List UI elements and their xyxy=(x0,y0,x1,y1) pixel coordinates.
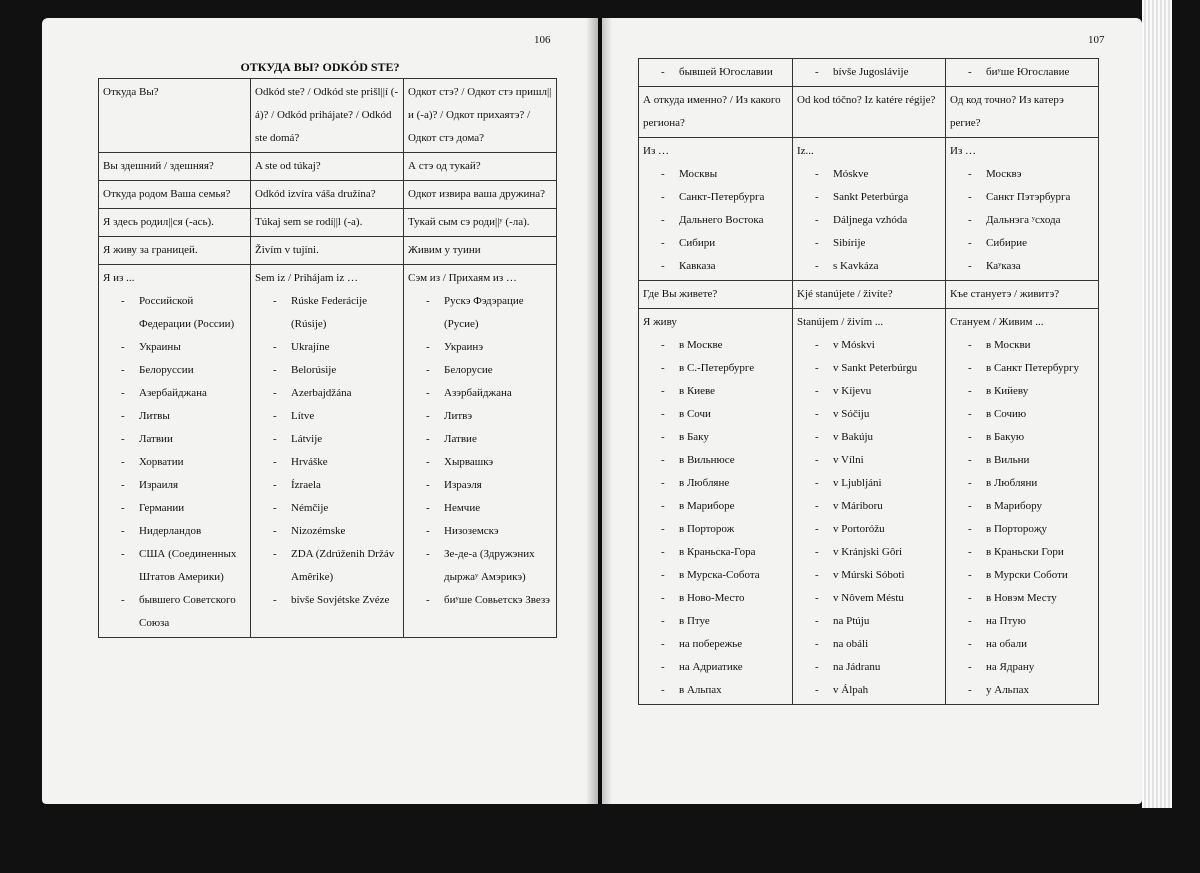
cell-header: Из … xyxy=(950,145,977,157)
cell-header: Iz... xyxy=(797,145,814,157)
list-item: - v Álpah xyxy=(797,679,941,702)
table-cell: Одкот извира ваша дружина? xyxy=(404,181,557,209)
table-cell: А откуда именно? / Из какого региона? xyxy=(639,87,793,138)
table-row xyxy=(99,153,557,181)
list-item: - на Ядрану xyxy=(950,656,1094,679)
list-item: - v Sóčiju xyxy=(797,403,941,426)
list-item: - Дальнего Востока xyxy=(643,209,788,232)
cell-header: Stanújem / živím ... xyxy=(797,316,884,328)
cell-header: Sem iz / Prihájam iz … xyxy=(255,272,358,284)
list-item: - в Птуе xyxy=(643,610,788,633)
table-row xyxy=(639,59,1099,87)
table-cell: Къе стануетэ / живитэ? xyxy=(946,281,1099,309)
list-item: - Израэля xyxy=(408,474,552,497)
left-page xyxy=(42,18,598,804)
list-item: - США (Соединенных Штатов Америки) xyxy=(103,543,246,589)
list-item: - Dáljnega vzhóda xyxy=(797,209,941,232)
list-item: - Рускэ Фэдэрацие (Русие) xyxy=(408,290,552,336)
table-cell xyxy=(946,138,1099,281)
table-row xyxy=(99,79,557,153)
list-item: - в Мариборе xyxy=(643,495,788,518)
list-item: - в Кийеву xyxy=(950,380,1094,403)
table-cell: А стэ од тукай? xyxy=(404,153,557,181)
list-item: - Германии xyxy=(103,497,246,520)
list-item: - в Киеве xyxy=(643,380,788,403)
phrase-table xyxy=(98,78,557,638)
list-item: - s Kavkáza xyxy=(797,255,941,278)
table-cell: Откуда родом Ваша семья? xyxy=(99,181,251,209)
list-item: - Azerbajdžána xyxy=(255,382,399,405)
table-cell: Túkaj sem se rodí||l (-a). xyxy=(251,209,404,237)
phrase-list xyxy=(950,163,1094,278)
list-item: - Российской Федерации (России) xyxy=(103,290,246,336)
table-cell xyxy=(639,138,793,281)
list-item: - Санкт Пэтэрбурга xyxy=(950,186,1094,209)
list-item: - в Москве xyxy=(643,334,788,357)
table-cell: Я живу за границей. xyxy=(99,237,251,265)
list-item: - ZDA (Zdrúženih Držáv Amêrike) xyxy=(255,543,399,589)
phrase-list xyxy=(103,290,246,635)
table-cell xyxy=(793,59,946,87)
phrase-list xyxy=(950,61,1094,84)
table-cell: Вы здешний / здешняя? xyxy=(99,153,251,181)
table-cell: Odkód izvíra váša družína? xyxy=(251,181,404,209)
list-item: - Móskve xyxy=(797,163,941,186)
page-number: 106 xyxy=(534,34,551,46)
phrase-list xyxy=(255,290,399,612)
list-item: - Белоруссии xyxy=(103,359,246,382)
table-cell: Где Вы живете? xyxy=(639,281,793,309)
list-item: - Кавказа xyxy=(643,255,788,278)
table-row xyxy=(99,265,557,638)
phrase-list xyxy=(797,61,941,84)
list-item: - Литвы xyxy=(103,405,246,428)
list-item: - в Любляне xyxy=(643,472,788,495)
cell-header: Я живу xyxy=(643,316,677,328)
list-item: - v Múrski Sóboti xyxy=(797,564,941,587)
list-item: - Látvije xyxy=(255,428,399,451)
list-item: - в Мурски Соботи xyxy=(950,564,1094,587)
table-cell xyxy=(251,265,404,638)
list-item: - на Птую xyxy=(950,610,1094,633)
list-item: - Белорусие xyxy=(408,359,552,382)
list-item: - в Баку xyxy=(643,426,788,449)
table-cell xyxy=(946,309,1099,705)
table-cell xyxy=(99,265,251,638)
table-cell: A ste od túkaj? xyxy=(251,153,404,181)
table-cell: Kjé stanújete / živíte? xyxy=(793,281,946,309)
list-item: - в Порторож xyxy=(643,518,788,541)
list-item: - Сибири xyxy=(643,232,788,255)
table-row xyxy=(639,309,1099,705)
list-item: - Нидерландов xyxy=(103,520,246,543)
list-item: - Азербайджана xyxy=(103,382,246,405)
list-item: - Немчие xyxy=(408,497,552,520)
list-item: - bívše Jugoslávije xyxy=(797,61,941,84)
list-item: - Санкт-Петербурга xyxy=(643,186,788,209)
table-cell: Odkód ste? / Odkód ste prišl||í (-á)? / Odkód prihájate? / Odkód ste domá? xyxy=(251,79,404,153)
list-item: - Израиля xyxy=(103,474,246,497)
table-cell: Од код точно? Из катерэ регие? xyxy=(946,87,1099,138)
phrase-list xyxy=(643,163,788,278)
list-item: - Дальнэга ʸсхода xyxy=(950,209,1094,232)
list-item: - в Санкт Петербургу xyxy=(950,357,1094,380)
list-item: - Lítve xyxy=(255,405,399,428)
cell-header: Сэм из / Прихаям из … xyxy=(408,272,517,284)
page-number: 107 xyxy=(1088,34,1105,46)
phrase-list xyxy=(408,290,552,612)
list-item: - Низоземскэ xyxy=(408,520,552,543)
list-item: - бывшего Советского Союза xyxy=(103,589,246,635)
list-item: - биʸше Совьетскэ Звезэ xyxy=(408,589,552,612)
list-item: - v Kránjski Gôri xyxy=(797,541,941,564)
list-item: - Ízraela xyxy=(255,474,399,497)
list-item: - v Móskvi xyxy=(797,334,941,357)
list-item: - na obáli xyxy=(797,633,941,656)
list-item: - Belorúsije xyxy=(255,359,399,382)
list-item: - v Kíjevu xyxy=(797,380,941,403)
list-item: - Латвие xyxy=(408,428,552,451)
phrase-list xyxy=(950,334,1094,702)
list-item: - Sibírije xyxy=(797,232,941,255)
cell-header: Из … xyxy=(643,145,670,157)
list-item: - биʸше Югославие xyxy=(950,61,1094,84)
table-cell: Откуда Вы? xyxy=(99,79,251,153)
list-item: - на обали xyxy=(950,633,1094,656)
page-edges xyxy=(1142,0,1172,808)
list-item: - Украинэ xyxy=(408,336,552,359)
table-cell xyxy=(946,59,1099,87)
table-cell: Одкот стэ? / Одкот стэ пришл||и (-а)? / Одкот прихаятэ? / Одкот стэ дома? xyxy=(404,79,557,153)
right-page xyxy=(602,18,1142,804)
phrase-table xyxy=(638,58,1099,705)
list-item: - Némčije xyxy=(255,497,399,520)
list-item: - бывшей Югославии xyxy=(643,61,788,84)
list-item: - v Sankt Peterbúrgu xyxy=(797,357,941,380)
table-row xyxy=(99,209,557,237)
list-item: - Азэрбайджана xyxy=(408,382,552,405)
table-cell xyxy=(404,265,557,638)
list-item: - Хорватии xyxy=(103,451,246,474)
list-item: - Nizozémske xyxy=(255,520,399,543)
table-row xyxy=(99,237,557,265)
list-item: - na Jádranu xyxy=(797,656,941,679)
table-cell xyxy=(793,138,946,281)
table-row xyxy=(639,138,1099,281)
list-item: - bívše Sovjétske Zvéze xyxy=(255,589,399,612)
page-title: ОТКУДА ВЫ? ODKÓD STE? xyxy=(240,60,400,74)
list-item: - в Сочи xyxy=(643,403,788,426)
phrase-list xyxy=(643,334,788,702)
list-item: - Москвэ xyxy=(950,163,1094,186)
list-item: - в Альпах xyxy=(643,679,788,702)
list-item: - Hrváške xyxy=(255,451,399,474)
list-item: - v Portoróžu xyxy=(797,518,941,541)
list-item: - в Любляни xyxy=(950,472,1094,495)
book-gutter xyxy=(586,18,612,804)
table-cell: Živím v tujíni. xyxy=(251,237,404,265)
list-item: - Латвии xyxy=(103,428,246,451)
list-item: - в Вильнюсе xyxy=(643,449,788,472)
table-row xyxy=(99,181,557,209)
table-cell: Od kod tóčno? Iz katére régije? xyxy=(793,87,946,138)
table-row xyxy=(639,87,1099,138)
list-item: - в Сочию xyxy=(950,403,1094,426)
phrase-list xyxy=(797,334,941,702)
list-item: - Sankt Peterbúrga xyxy=(797,186,941,209)
table-cell: Тукай сым сэ роди||ʸ (-ла). xyxy=(404,209,557,237)
list-item: - Ukrajíne xyxy=(255,336,399,359)
list-item: - в Новэм Месту xyxy=(950,587,1094,610)
list-item: - Литвэ xyxy=(408,405,552,428)
cell-header: Стануем / Живим ... xyxy=(950,316,1044,328)
cell-header: Я из ... xyxy=(103,272,135,284)
table-cell: Живим у туини xyxy=(404,237,557,265)
list-item: - v Máriboru xyxy=(797,495,941,518)
list-item: - v Nôvem Méstu xyxy=(797,587,941,610)
list-item: - Зе-де-а (Здружэних дыржаʸ Амэрикэ) xyxy=(408,543,552,589)
table-row xyxy=(639,281,1099,309)
phrase-list xyxy=(797,163,941,278)
list-item: - в Мурска-Собота xyxy=(643,564,788,587)
list-item: - в Портороҗу xyxy=(950,518,1094,541)
list-item: - в Краньски Гори xyxy=(950,541,1094,564)
list-item: - Украины xyxy=(103,336,246,359)
table-cell: Я здесь родил||ся (-ась). xyxy=(99,209,251,237)
list-item: - в Бакую xyxy=(950,426,1094,449)
list-item: - Rúske Federácije (Rúsije) xyxy=(255,290,399,336)
list-item: - на побережье xyxy=(643,633,788,656)
table-cell xyxy=(639,309,793,705)
table-cell xyxy=(639,59,793,87)
list-item: - Сибирие xyxy=(950,232,1094,255)
list-item: - в Вильни xyxy=(950,449,1094,472)
list-item: - na Ptúju xyxy=(797,610,941,633)
list-item: - v Bakúju xyxy=(797,426,941,449)
phrase-list xyxy=(643,61,788,84)
list-item: - у Альпах xyxy=(950,679,1094,702)
list-item: - в Ново-Место xyxy=(643,587,788,610)
list-item: - на Адриатике xyxy=(643,656,788,679)
list-item: - Каʸказа xyxy=(950,255,1094,278)
list-item: - v Vílni xyxy=(797,449,941,472)
list-item: - в Москви xyxy=(950,334,1094,357)
list-item: - в Марибору xyxy=(950,495,1094,518)
list-item: - в С.-Петербурге xyxy=(643,357,788,380)
list-item: - в Краньска-Гора xyxy=(643,541,788,564)
list-item: - Москвы xyxy=(643,163,788,186)
list-item: - Хырвашкэ xyxy=(408,451,552,474)
table-cell xyxy=(793,309,946,705)
list-item: - v Ljubljáni xyxy=(797,472,941,495)
